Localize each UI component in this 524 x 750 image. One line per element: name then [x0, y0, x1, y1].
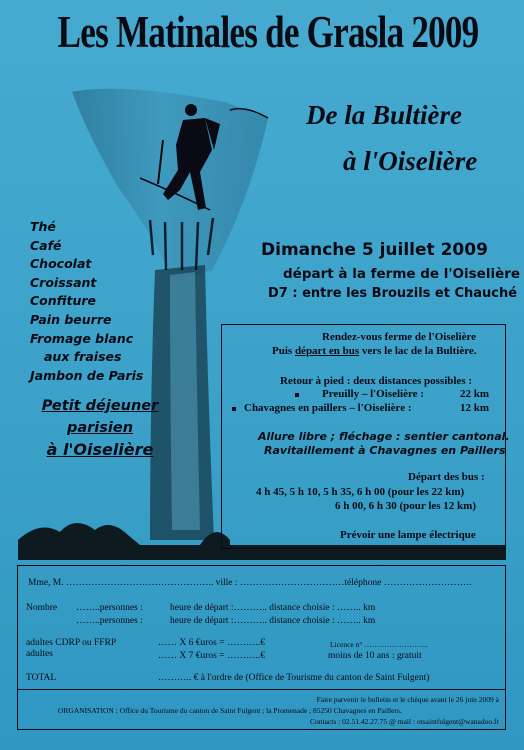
- adultes-label: adultes: [26, 649, 53, 659]
- breakfast-menu: [30, 218, 143, 385]
- breakfast-line: à l'Oiselière: [46, 440, 154, 459]
- event-date: Dimanche 5 juillet 2009: [261, 240, 488, 260]
- menu-item: Croissant: [30, 274, 97, 290]
- bullet-icon: [232, 407, 236, 411]
- event-start: départ à la ferme de l'Oiselière: [283, 266, 521, 282]
- depart-field: heure de départ :……….. distance choisie : …….. km: [170, 616, 376, 626]
- cdrp-calc: …… X 6 €uros = ………..€: [158, 638, 265, 648]
- menu-item: Pain beurre: [30, 311, 112, 327]
- bus-times-12: 6 h 00, 6 h 30 (pour les 12 km): [335, 500, 476, 512]
- nombre-label: Nombre: [26, 603, 58, 613]
- depart-field: heure de départ :……….. distance choisie : …….. km: [170, 603, 376, 613]
- bus-times-22: 4 h 45, 5 h 10, 5 h 35, 6 h 00 (pour les 22 km): [256, 486, 465, 498]
- page-title: Les Matinales de Grasla 2009: [57, 7, 479, 57]
- route-2-km: 12 km: [460, 402, 490, 414]
- total-calc: ……….. € à l'ordre de (Office de Tourisme du canton de Saint Fulgent): [158, 673, 430, 683]
- route-1-km: 22 km: [460, 388, 490, 400]
- subtitle-to: à l'Oiselière: [343, 146, 478, 176]
- moins-text: moins de 10 ans : gratuit: [328, 651, 422, 661]
- total-label: TOTAL: [26, 673, 57, 683]
- menu-item: Chocolat: [30, 256, 92, 272]
- menu-item: Café: [30, 237, 62, 253]
- bus-text: [272, 345, 477, 357]
- name-line: Mme, M. ……………………………………….. ville : ……………………………téléphone ……………………….: [28, 578, 472, 588]
- menu-item: Confiture: [30, 293, 97, 309]
- persons-field: ……..personnes :: [76, 616, 143, 626]
- subtitle-from: De la Bultière: [306, 100, 462, 130]
- cdrp-label: adultes CDRP ou FFRP: [26, 638, 117, 648]
- route-1: Preuilly – l'Oiselière :: [322, 388, 424, 400]
- registration-form: [17, 565, 506, 730]
- bus-pre: Puis: [272, 345, 295, 357]
- event-road: D7 : entre les Brouzils et Chauché: [268, 286, 518, 301]
- bullet-icon: [295, 393, 299, 397]
- info-box: [221, 324, 510, 549]
- ravitaillement-text: Ravitaillement à Chavagnes en Paillers: [264, 444, 506, 457]
- breakfast-heading: [30, 395, 170, 461]
- meet-text: Rendez-vous ferme de l'Oiselière: [322, 331, 477, 343]
- licence-field: Licence n° ……………………..: [330, 640, 428, 649]
- return-text: Retour à pied : deux distances possibles :: [280, 375, 473, 387]
- adultes-calc: …… X 7 €uros = ………..€: [158, 651, 265, 661]
- bus-times-title: Départ des bus :: [408, 471, 485, 483]
- route-2: Chavagnes en paillers – l'Oiselière :: [244, 402, 412, 414]
- persons-field: ……..personnes :: [76, 603, 143, 613]
- allure-text: Allure libre ; fléchage : sentier cantonal.: [258, 430, 510, 443]
- menu-item: Thé: [30, 219, 56, 234]
- menu-item: Fromage blanc: [30, 330, 134, 346]
- send-text: Faire parvenir le bulletin et le chèque avant le 26 juin 2009 à: [316, 695, 499, 704]
- divider: [18, 689, 505, 690]
- menu-item: Jambon de Paris: [30, 367, 144, 383]
- menu-item: aux fraises: [44, 349, 122, 365]
- breakfast-line: Petit déjeuner: [41, 398, 159, 414]
- contacts-text: Contacts : 02.51.42.27.75 @ mail : otsaintfulgent@wanadoo.fr: [310, 717, 499, 726]
- organisation-text: ORGANISATION : Office du Tourisme du canton de Saint Fulgent ; la Promenade ; 85250 Chavagnes en Paillers.: [58, 706, 402, 715]
- bus-link-text: départ en bus: [294, 345, 360, 357]
- lamp-text: Prévoir une lampe électrique: [340, 529, 476, 541]
- bus-post: vers le lac de la Bultière.: [359, 345, 477, 357]
- breakfast-line: parisien: [66, 420, 134, 436]
